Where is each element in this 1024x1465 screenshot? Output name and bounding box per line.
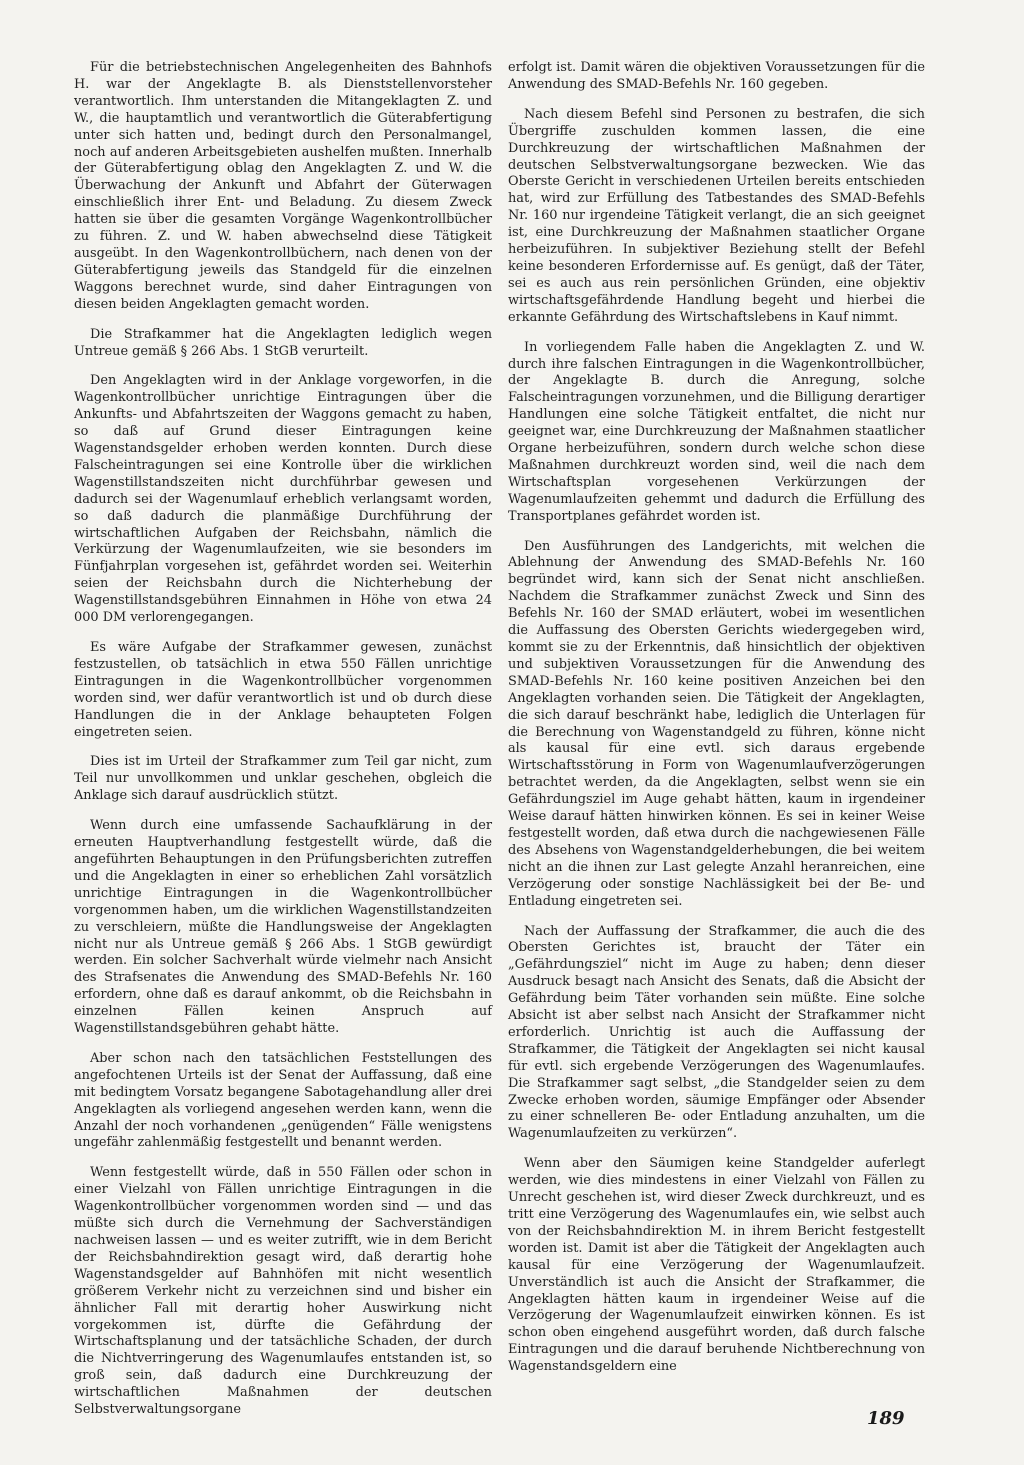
paragraph: Wenn aber den Säumigen keine Standgelder auferlegt werden, wie dies mindestens in einer Vielzahl von Fällen zu Unrecht geschehen ist, wird dieser Zweck durchkreuzt, und es tritt eine Verzögerung des Wagenumlaufes ein, wie selbst auch von der Reichsbahndirektion M. in ihrem Bericht festgestellt worden ist. Damit ist aber die Tätigkeit der Angeklagten auch kausal für eine Verzögerung der Wagenumlaufzeit. Unverständlich ist auch die Ansicht der Strafkammer, die Angeklagten hätten kaum in irgendeiner Weise auf die Verzögerung der Wagenumlaufzeit einwirken können. Es ist schon oben eingehend ausgeführt worden, daß durch falsche Eintragungen und die darauf beruhende Nichtberechnung von Wagenstandsgeldern eine — [508, 1156, 925, 1375]
paragraph: Nach diesem Befehl sind Personen zu bestrafen, die sich Übergriffe zuschulden kommen lassen, die eine Durchkreuzung der wirtschaftlichen Maßnahmen der deutschen Selbstverwaltungsorgane bezwecken. Wie das Oberste Gericht in verschiedenen Urteilen bereits entschieden hat, wird zur Erfüllung des Tatbestandes des SMAD-Befehls Nr. 160 nur irgendeine Tätigkeit verlangt, die an sich geeignet ist, eine Durchkreuzung der Maßnahmen staatlicher Organe herbeizuführen. In subjektiver Beziehung stellt der Befehl keine besonderen Erfordernisse auf. Es genügt, daß der Täter, sei es auch aus rein persönlichen Gründen, eine objektiv wirtschaftsgefährdende Handlung begeht und hierbei die erkannte Gefährdung des Wirtschaftslebens in Kauf nimmt. — [508, 106, 925, 325]
page-number: 189 — [867, 1408, 905, 1429]
paragraph: Aber schon nach den tatsächlichen Feststellungen des angefochtenen Urteils ist der Senat der Auffassung, daß eine mit bedingtem Vorsatz begangene Sabotagehandlung aller drei Angeklagten als vorliegend angesehen werden kann, wenn die Anzahl der noch vorhandenen „genügenden“ Fälle wenigstens ungefähr zahlenmäßig festgestellt und benannt werden. — [74, 1050, 492, 1151]
paragraph: In vorliegendem Falle haben die Angeklagten Z. und W. durch ihre falschen Eintragungen in die Wagenkontrollbücher, der Angeklagte B. durch die Anregung, solche Falscheintragungen vorzunehmen, und die Billigung derartiger Handlungen eine solche Tätigkeit entfaltet, die nicht nur geeignet war, eine Durchkreuzung der Maßnahmen staatlicher Organe herbeizuführen, sondern durch welche schon diese Maßnahmen durchkreuzt worden sind, weil die nach dem Wirtschaftsplan vorgesehenen Verkürzungen der Wagenumlaufzeiten gehemmt und dadurch die Erfüllung des Transportplanes gefährdet worden ist. — [508, 339, 925, 524]
paragraph: Es wäre Aufgabe der Strafkammer gewesen, zunächst festzustellen, ob tatsächlich in etwa 550 Fällen unrichtige Eintragungen in die Wagenkontrollbücher vorgenommen worden sind, wer dafür verantwortlich ist und ob durch diese Handlungen die in der Anklage behaupteten Folgen eingetreten seien. — [74, 640, 492, 740]
left-column — [74, 60, 492, 1432]
paragraph: Nach der Auffassung der Strafkammer, die auch die des Obersten Gerichtes ist, braucht der Täter ein „Gefährdungsziel“ nicht im Auge zu haben; denn dieser Ausdruck besagt nach Ansicht des Senats, daß die Absicht der Gefährdung beim Täter vorhanden sein müßte. Eine solche Absicht ist aber selbst nach Ansicht der Strafkammer nicht erforderlich. Unrichtig ist auch die Auffassung der Strafkammer, die Tätigkeit der Angeklagten sei nicht kausal für evtl. sich ergebende Verzögerungen des Wagenumlaufes. Die Strafkammer sagt selbst, „die Standgelder seien zu dem Zwecke erhoben worden, säumige Empfänger oder Absender zu einer schnelleren Be- oder Entladung anzuhalten, um die Wagenumlaufzeiten zu verkürzen“. — [508, 923, 925, 1142]
paragraph: Wenn festgestellt würde, daß in 550 Fällen oder schon in einer Vielzahl von Fällen unrichtige Eintragungen in die Wagenkontrollbücher vorgenommen worden sind — und das müßte sich durch die Vernehmung der Sachverständigen nachweisen lassen — und es weiter zutrifft, wie in dem Bericht der Reichsbahndirektion gesagt wird, daß derartig hohe Wagenstandsgelder auf Bahnhöfen mit nicht wesentlich größerem Verkehr nicht zu verzeichnen sind und bisher ein ähnlicher Fall mit derartig hoher Auswirkung nicht vorgekommen ist, dürfte die Gefährdung der Wirtschaftsplanung und der tatsächliche Schaden, der durch die Nichtverringerung des Wagenumlaufes entstanden ist, so groß sein, daß dadurch eine Durchkreuzung der wirtschaftlichen Maßnahmen der deutschen Selbstverwaltungsorgane — [74, 1165, 492, 1418]
paragraph: Den Ausführungen des Landgerichts, mit welchen die Ablehnung der Anwendung des SMAD-Befehls Nr. 160 begründet wird, kann sich der Senat nicht anschließen. Nachdem die Strafkammer zunächst Zweck und Sinn des Befehls Nr. 160 der SMAD erläutert, wobei im wesentlichen die Auffassung des Obersten Gerichts wiedergegeben wird, kommt sie zu der Erkenntnis, daß hinsichtlich der objektiven und subjektiven Voraussetzungen für die Anwendung des SMAD-Befehls Nr. 160 keine positiven Anzeichen bei den Angeklagten vorhanden seien. Die Tätigkeit der Angeklagten, die sich darauf beschränkt habe, lediglich die Unterlagen für die Berechnung von Wagenstandgeld zu führen, könne nicht als kausal für eine evtl. sich daraus ergebende Wirtschaftsstörung in Form von Wagenumlaufverzögerungen betrachtet werden, da die Angeklagten, selbst wenn sie ein Gefährdungsziel im Auge gehabt hätten, kaum in irgendeiner Weise darauf hätten hinwirken können. Es sei in keiner Weise festgestellt worden, daß etwa durch die nachgewiesenen Fälle des Absehens von Wagenstandgelderhebungen, die bei weitem nicht an die ihnen zur Last gelegte Anzahl heranreichen, eine Verzögerung oder sonstige Nachlässigkeit bei der Be- und Entladung eingetreten sei. — [508, 538, 925, 909]
paragraph: erfolgt ist. Damit wären die objektiven Voraussetzungen für die Anwendung des SMAD-Befehls Nr. 160 gegeben. — [508, 60, 925, 92]
paragraph: Die Strafkammer hat die Angeklagten lediglich wegen Untreue gemäß § 266 Abs. 1 StGB verurteilt. — [74, 326, 492, 359]
paragraph: Wenn durch eine umfassende Sachaufklärung in der erneuten Hauptverhandlung festgestellt würde, daß die angeführten Behauptungen in den Prüfungsberichten zutreffen und die Angeklagten in einer so erheblichen Zahl vorsätzlich unrichtige Eintragungen in die Wagenkontrollbücher vorgenommen haben, um die wirklichen Wagenstillstandzeiten zu verschleiern, müßte die Handlungsweise der Angeklagten nicht nur als Untreue gemäß § 266 Abs. 1 StGB gewürdigt werden. Ein solcher Sachverhalt würde vielmehr nach Ansicht des Strafsenates die Anwendung des SMAD-Befehls Nr. 160 erfordern, ohne daß es darauf ankommt, ob die Reichsbahn in einzelnen Fällen keinen Anspruch auf Wagenstillstandsgebühren gehabt hätte. — [74, 818, 492, 1037]
right-column — [508, 60, 925, 1389]
paragraph: Für die betriebstechnischen Angelegenheiten des Bahnhofs H. war der Angeklagte B. als Dienststellenvorsteher verantwortlich. Ihm unterstanden die Mitangeklagten Z. und W., die hauptamtlich und verantwortlich die Güterabfertigung unter sich hatten und, bedingt durch den Personalmangel, noch auf anderen Arbeitsgebieten aushelfen mußten. Innerhalb der Güterabfertigung oblag den Angeklagten Z. und W. die Überwachung der Ankunft und Abfahrt der Güterwagen einschließlich ihrer Ent- und Beladung. Zu diesem Zweck hatten sie über die gesamten Vorgänge Wagenkontrollbücher zu führen. Z. und W. haben abwechselnd diese Tätigkeit ausgeübt. In den Wagenkontrollbüchern, nach denen von der Güterabfertigung jeweils das Standgeld für die einzelnen Waggons berechnet wurde, sind daher Eintragungen von diesen beiden Angeklagten gemacht worden. — [74, 60, 492, 312]
paragraph: Dies ist im Urteil der Strafkammer zum Teil gar nicht, zum Teil nur unvollkommen und unklar geschehen, obgleich die Anklage sich darauf ausdrücklich stützt. — [74, 754, 492, 804]
paragraph: Den Angeklagten wird in der Anklage vorgeworfen, in die Wagenkontrollbücher unrichtige Eintragungen über die Ankunfts- und Abfahrtszeiten der Waggons gemacht zu haben, so daß auf Grund dieser Eintragungen keine Wagenstandsgelder erhoben werden konnten. Durch diese Falscheintragungen sei eine Kontrolle über die wirklichen Wagenstillstandszeiten nicht durchführbar gewesen und dadurch sei der Wagenumlauf erheblich verlangsamt worden, so daß dadurch die planmäßige Durchführung der wirtschaftlichen Aufgaben der Reichsbahn, nämlich die Verkürzung der Wagenumlaufzeiten, wie sie besonders im Fünfjahrplan vorgesehen ist, gefährdet worden sei. Weiterhin seien der Reichsbahn durch die Nichterhebung der Wagenstillstandsgebühren Einnahmen in Höhe von etwa 24 000 DM verlorengegangen. — [74, 373, 492, 626]
